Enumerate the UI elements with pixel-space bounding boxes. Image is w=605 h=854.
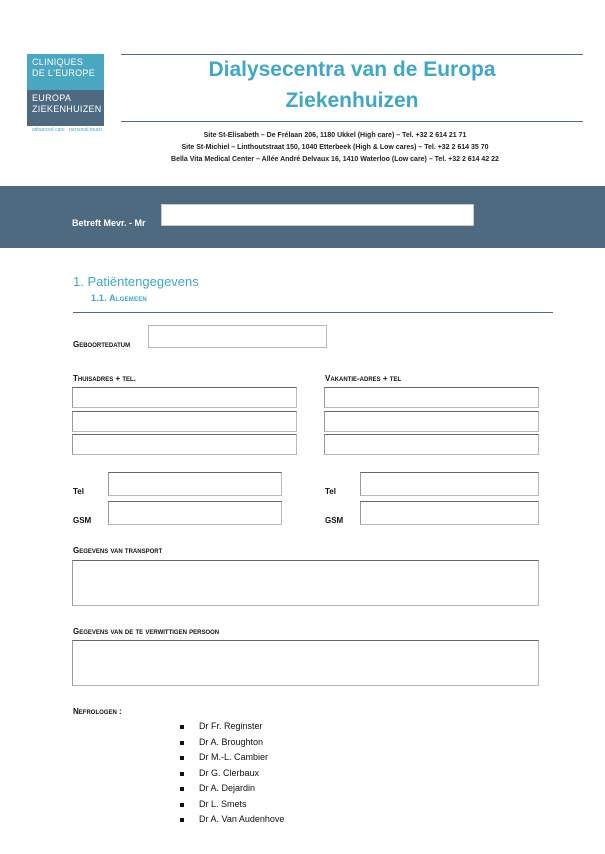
- list-item: Dr Fr. Reginster: [180, 719, 284, 735]
- logo-bottom-text: EUROPA ZIEKENHUIZEN: [32, 93, 102, 114]
- geboortedatum-field[interactable]: [148, 325, 327, 348]
- logo-ziekenhuizen: [27, 90, 104, 126]
- gsm-label-home: GSM: [73, 516, 92, 525]
- address-st-michiel: Site St-Michiel – Linthoutstraat 150, 1040 Etterbeek (High & Low cares) – Tel. +32 2 614 35 70: [181, 144, 489, 151]
- logo-cliniques: [27, 54, 104, 90]
- section-heading: 1. Patiëntengegevens: [73, 274, 199, 289]
- betreft-label: Betreft Mevr. - Mr: [72, 218, 146, 228]
- list-item: Dr A. Van Audenhove: [180, 812, 284, 828]
- nefrologen-label: Nefrologen :: [73, 707, 122, 716]
- thuisadres-field-3[interactable]: [72, 434, 297, 455]
- gsm-field-vacation[interactable]: [360, 501, 539, 525]
- logo-tagline: advanced care · personal touch: [32, 127, 103, 133]
- list-item: Dr A. Dejardin: [180, 781, 284, 797]
- list-item: Dr G. Clerbaux: [180, 766, 284, 782]
- title-rule-top: [121, 54, 583, 55]
- vakantie-field-3[interactable]: [324, 434, 539, 455]
- gsm-label-vacation: GSM: [325, 516, 344, 525]
- logo-top-text: CLINIQUES DE L'EUROPE: [32, 57, 96, 78]
- list-item: Dr L. Smets: [180, 797, 284, 813]
- tel-label-vacation: Tel: [325, 487, 336, 496]
- address-st-elisabeth: Site St-Elisabeth – De Frélaan 206, 1180 Ukkel (High care) – Tel. +32 2 614 21 71: [203, 132, 467, 139]
- nefrologen-list: [180, 719, 284, 828]
- thuisadres-field-2[interactable]: [72, 411, 297, 432]
- tel-field-vacation[interactable]: [360, 472, 539, 496]
- title-rule-bottom: [121, 121, 583, 122]
- vakantie-field-2[interactable]: [324, 411, 539, 432]
- vakantie-field-1[interactable]: [324, 387, 539, 408]
- contact-person-field[interactable]: [72, 640, 539, 686]
- section-divider: [73, 312, 553, 313]
- contact-person-label: Gegevens van de te verwittigen persoon: [73, 627, 220, 636]
- thuisadres-label: Thuisadres + tel.: [73, 374, 136, 383]
- tel-label-home: Tel: [73, 487, 84, 496]
- transport-label: Gegevens van transport: [73, 546, 163, 555]
- gsm-field-home[interactable]: [108, 501, 282, 525]
- tel-field-home[interactable]: [108, 472, 282, 496]
- list-item: Dr A. Broughton: [180, 735, 284, 751]
- subsection-heading: 1.1. Algemeen: [91, 293, 147, 303]
- thuisadres-field-1[interactable]: [72, 387, 297, 408]
- page-title-line-1: Dialysecentra van de Europa: [208, 58, 496, 81]
- page-title-line-2: Ziekenhuizen: [285, 89, 419, 112]
- patient-name-field[interactable]: [161, 204, 474, 226]
- list-item: Dr M.-L. Cambier: [180, 750, 284, 766]
- vakantie-label: Vakantie-adres + tel: [325, 374, 402, 383]
- geboortedatum-label: Geboortedatum: [73, 340, 131, 349]
- transport-field[interactable]: [72, 560, 539, 606]
- address-bella-vita: Bella Vita Medical Center – Allée André Delvaux 16, 1410 Waterloo (Low care) – Tel. +32 2 614 42 22: [171, 156, 499, 163]
